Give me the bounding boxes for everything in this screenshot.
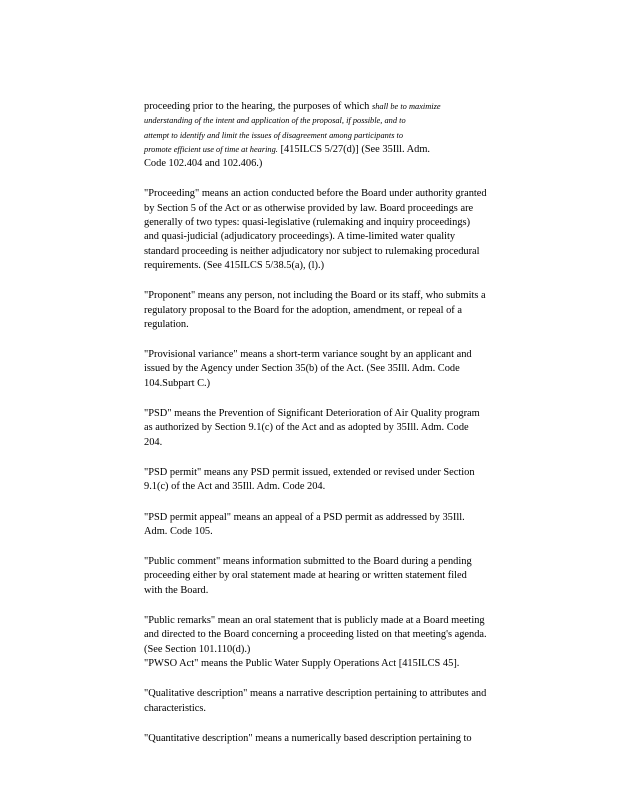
text-line: 104.Subpart C.) xyxy=(144,377,211,389)
definition-quantitative-description xyxy=(144,732,542,746)
definition-psd xyxy=(144,407,542,450)
text-line: by Section 5 of the Act or as otherwise provided by law. Board proceedings are xyxy=(144,202,474,214)
text-line: regulatory proposal to the Board for the adoption, amendment, or repeal of a xyxy=(144,304,462,316)
text-line: requirements. (See 415ILCS 5/38.5(a), (l).) xyxy=(144,259,325,271)
text-line: "Provisional variance" means a short-term variance sought by an applicant and xyxy=(144,349,472,361)
text-line: issued by the Agency under Section 35(b) of the Act. (See 35Ill. Adm. Code xyxy=(144,363,460,375)
text-line: "Quantitative description" means a numerically based description pertaining to xyxy=(144,732,472,744)
text-line: "PSD" means the Prevention of Significant Deterioration of Air Quality program xyxy=(144,408,480,420)
italic-text-line: attempt to identify and limit the issues of disagreement among participants to xyxy=(144,130,404,140)
italic-text: shall be to maximize xyxy=(371,102,441,111)
text-line: "Public comment" means information submitted to the Board during a pending xyxy=(144,556,472,568)
definition-proceeding xyxy=(144,187,542,273)
italic-text-line: understanding of the intent and application of the proposal, if possible, and to xyxy=(144,116,406,126)
text-line: standard proceeding is neither adjudicatory nor subject to rulemaking procedural xyxy=(144,245,480,257)
text-line: 9.1(c) of the Act and 35Ill. Adm. Code 204. xyxy=(144,481,326,493)
text-line: Adm. Code 105. xyxy=(144,525,213,537)
text-line: "Public remarks" mean an oral statement that is publicly made at a Board meeting xyxy=(144,615,485,627)
definition-proponent xyxy=(144,289,542,332)
definition-qualitative-description xyxy=(144,687,542,716)
text-line: "Proponent" means any person, not including the Board or its staff, who submits a xyxy=(144,290,486,302)
italic-text: promote efficient use of time at hearing. xyxy=(144,144,278,154)
text-line: Code 102.404 and 102.406.) xyxy=(144,158,263,170)
text-line: characteristics. xyxy=(144,702,207,714)
text-line: regulation. xyxy=(144,318,189,330)
definition-psd-permit xyxy=(144,466,542,495)
definition-public-comment xyxy=(144,555,542,598)
paragraph-proceeding-prior xyxy=(144,100,542,171)
text-line: and quasi-judicial (adjudicatory proceedings). A time-limited water quality xyxy=(144,231,456,243)
text-line: 204. xyxy=(144,436,163,448)
definition-provisional-variance xyxy=(144,348,542,391)
text-line: as authorized by Section 9.1(c) of the Act and as adopted by 35Ill. Adm. Code xyxy=(144,422,469,434)
text-line: "PSD permit appeal" means an appeal of a PSD permit as addressed by 35Ill. xyxy=(144,511,465,523)
definition-pwso-act xyxy=(144,657,542,671)
text-line: proceeding prior to the hearing, the purposes of which shall be to maximize xyxy=(144,101,441,112)
text-line: (See Section 101.110(d).) xyxy=(144,643,251,655)
text-line: and directed to the Board concerning a proceeding listed on that meeting's agenda. xyxy=(144,629,487,641)
definition-public-remarks xyxy=(144,614,542,657)
text-line: proceeding either by oral statement made at hearing or written statement filed xyxy=(144,570,467,582)
definition-psd-permit-appeal xyxy=(144,511,542,540)
text-line: with the Board. xyxy=(144,584,209,596)
text-line: generally of two types: quasi-legislative (rulemaking and inquiry proceedings) xyxy=(144,217,471,229)
document-page xyxy=(144,100,542,762)
text-line: "Qualitative description" means a narrative description pertaining to attributes and xyxy=(144,688,487,700)
text-line: "PWSO Act" means the Public Water Supply Operations Act [415ILCS 45]. xyxy=(144,657,460,669)
text-line: "PSD permit" means any PSD permit issued, extended or revised under Section xyxy=(144,466,475,478)
text-line: promote efficient use of time at hearing. [415ILCS 5/27(d)] (See 35Ill. Adm. xyxy=(144,143,431,155)
text-line: "Proceeding" means an action conducted before the Board under authority granted xyxy=(144,188,487,200)
